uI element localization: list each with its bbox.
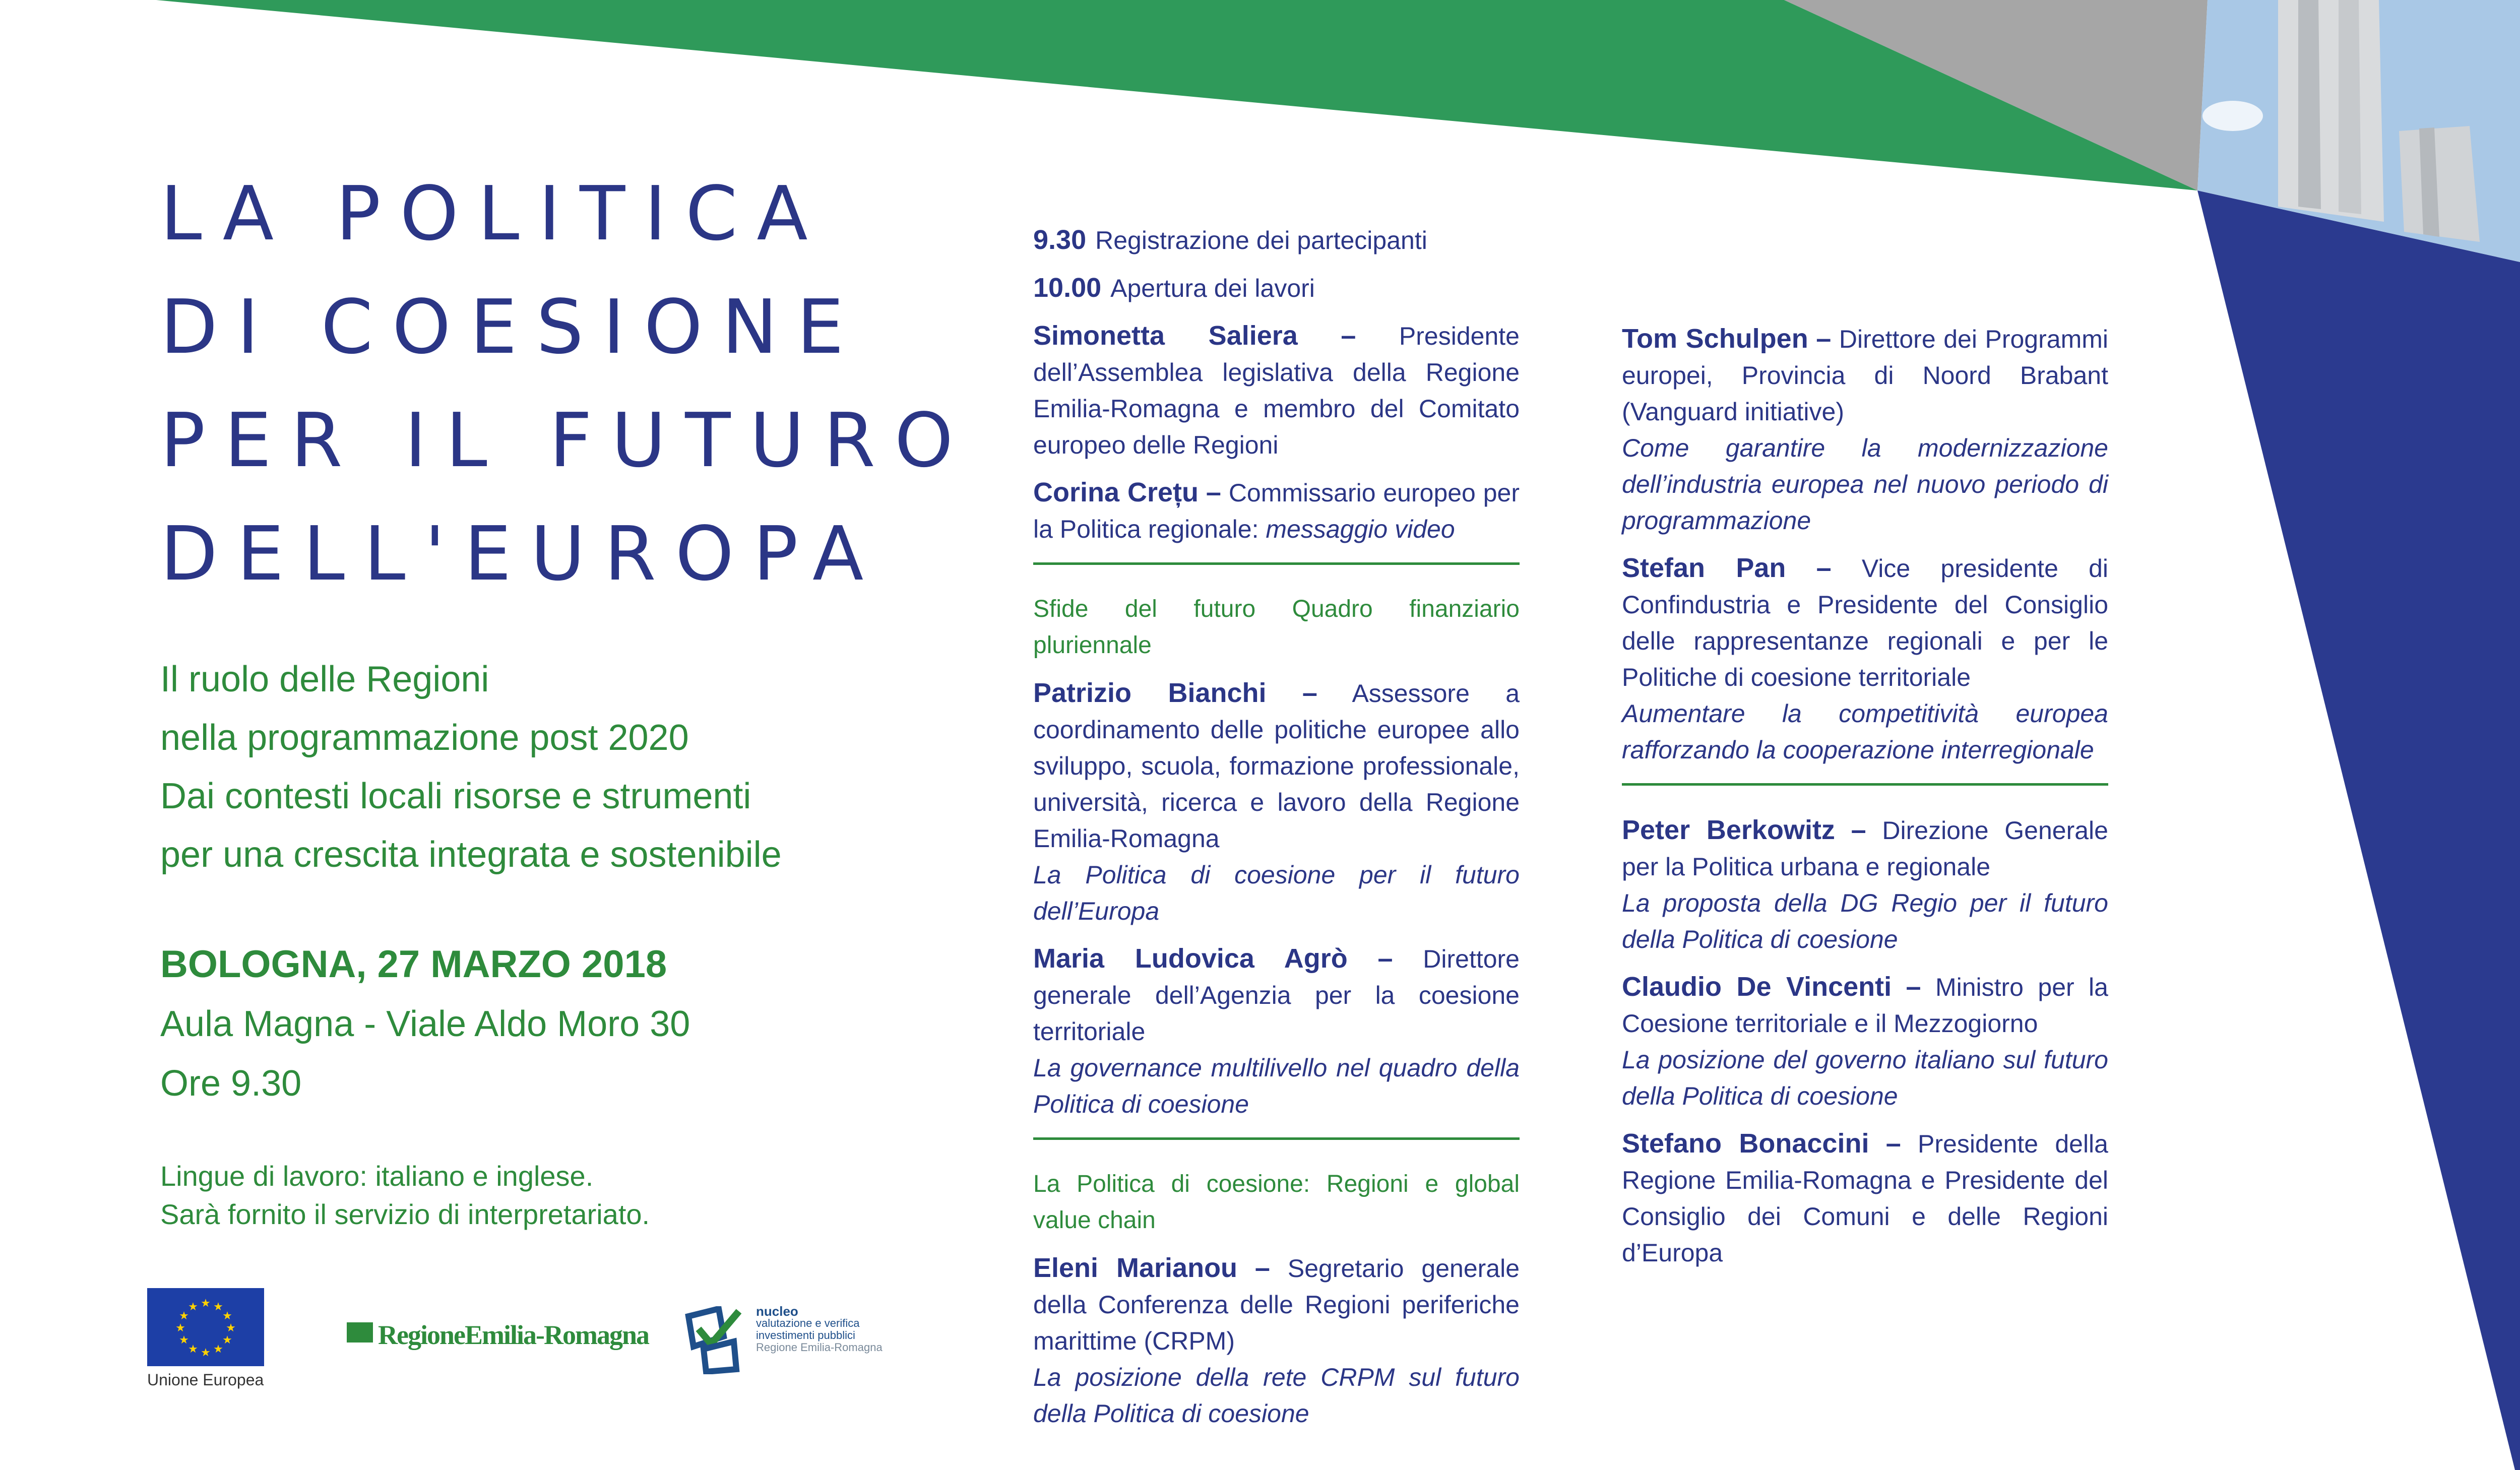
svg-text:★: ★ (222, 1310, 232, 1322)
nucleo-logo-icon (683, 1306, 749, 1374)
title-line-1: LA POLITICA (160, 170, 827, 257)
speaker-entry: Patrizio Bianchi – Assessore a coordinamento delle politiche europee allo sviluppo, scuola, formazione professionale, università, ricerca e lavoro della Regione Emilia-Romagna La Politica di coesione per il futuro dell’Europa (1033, 678, 1520, 925)
speaker-entry: Simonetta Saliera – Presidente dell’Assemblea legislativa della Regione Emilia-Romagna e membro del Comitato europeo delle Regioni (1033, 321, 1520, 459)
event-date: BOLOGNA, 27 MARZO 2018 (160, 943, 667, 986)
speaker-entry: Stefano Bonaccini – Presidente della Regione Emilia-Romagna e Presidente del Consiglio dei Comuni e delle Regioni d’Europa (1622, 1128, 2108, 1267)
session-title: La Politica di coesione: Regioni e global value chain (1033, 1171, 1520, 1234)
svg-text:★: ★ (175, 1322, 185, 1334)
speaker-entry: Stefan Pan – Vice presidente di Confindustria e Presidente del Consiglio delle rappresentanze regionali e per le Politiche di coesione territoriale Aumentare la competitività europea rafforzando la cooperazione interregionale (1622, 553, 2108, 764)
schedule-item: 9.30 Registrazione dei partecipanti (1033, 225, 1427, 255)
subtitle-line-3: Dai contesti locali risorse e strumenti (160, 776, 751, 816)
svg-text:★: ★ (201, 1347, 211, 1359)
title-line-3: PER IL FUTURO (160, 397, 973, 484)
svg-text:★: ★ (213, 1343, 223, 1356)
subtitle-line-2: nella programmazione post 2020 (160, 718, 689, 758)
nucleo-logo-text: nucleo valutazione e verifica investimenti pubblici Regione Emilia-Romagna (756, 1304, 883, 1354)
event-time: Ore 9.30 (160, 1063, 302, 1104)
eu-flag-logo (147, 1288, 264, 1366)
speaker-entry: Tom Schulpen – Direttore dei Programmi europei, Provincia di Noord Brabant (Vanguard initiative) Come garantire la modernizzazione dell’industria europea nel nuovo periodo di programmazione (1622, 324, 2108, 535)
svg-text:★: ★ (201, 1297, 211, 1310)
blue-band (2197, 190, 2520, 1470)
event-languages: Lingue di lavoro: italiano e inglese. (160, 1160, 594, 1192)
speaker-entry: Maria Ludovica Agrò – Direttore generale dell’Agenzia per la coesione territoriale La governance multilivello nel quadro della Politica di coesione (1033, 943, 1520, 1118)
title-line-4: DELL'EUROPA (160, 510, 883, 597)
svg-text:★: ★ (188, 1343, 198, 1356)
svg-text:★: ★ (222, 1334, 232, 1347)
svg-text:★: ★ (179, 1310, 189, 1322)
program-column-right (1622, 321, 2108, 1282)
speaker-entry: Claudio De Vincenti – Ministro per la Coesione territoriale e il Mezzogiorno La posizione del governo italiano sul futuro della Politica di coesione (1622, 972, 2108, 1110)
eu-stars-icon (147, 1288, 264, 1366)
speaker-entry: Eleni Marianou – Segretario generale della Conferenza delle Regioni periferiche marittime (CRPM) La posizione della rete CRPM sul futuro della Politica di coesione (1033, 1253, 1520, 1428)
eu-caption: Unione Europea (147, 1371, 264, 1389)
speaker-entry: Corina Crețu – Commissario europeo per la Politica regionale: messaggio video (1033, 477, 1520, 543)
svg-text:★: ★ (179, 1334, 189, 1347)
rer-logo-text: RegioneEmilia-Romagna (378, 1320, 649, 1350)
svg-text:★: ★ (188, 1301, 198, 1313)
speaker-entry: Peter Berkowitz – Direzione Generale per la Politica urbana e regionale La proposta della DG Regio per il futuro della Politica di coesione (1622, 815, 2108, 953)
section-divider (1033, 562, 1520, 565)
program-column-left (1033, 222, 1520, 1443)
section-divider (1033, 1137, 1520, 1140)
title-line-2: DI COESIONE (160, 284, 863, 370)
subtitle-line-4: per una crescita integrata e sostenibile (160, 835, 782, 875)
subtitle-line-1: Il ruolo delle Regioni (160, 659, 489, 699)
event-venue: Aula Magna - Viale Aldo Moro 30 (160, 1004, 690, 1044)
schedule-item: 10.00 Apertura dei lavori (1033, 273, 1315, 303)
rer-flag-icon (347, 1322, 373, 1343)
svg-text:★: ★ (226, 1322, 236, 1334)
section-divider (1622, 783, 2108, 786)
session-title: Sfide del futuro Quadro finanziario pluriennale (1033, 596, 1520, 659)
event-interpreting: Sarà fornito il servizio di interpretariato. (160, 1198, 650, 1230)
svg-text:★: ★ (213, 1301, 223, 1313)
